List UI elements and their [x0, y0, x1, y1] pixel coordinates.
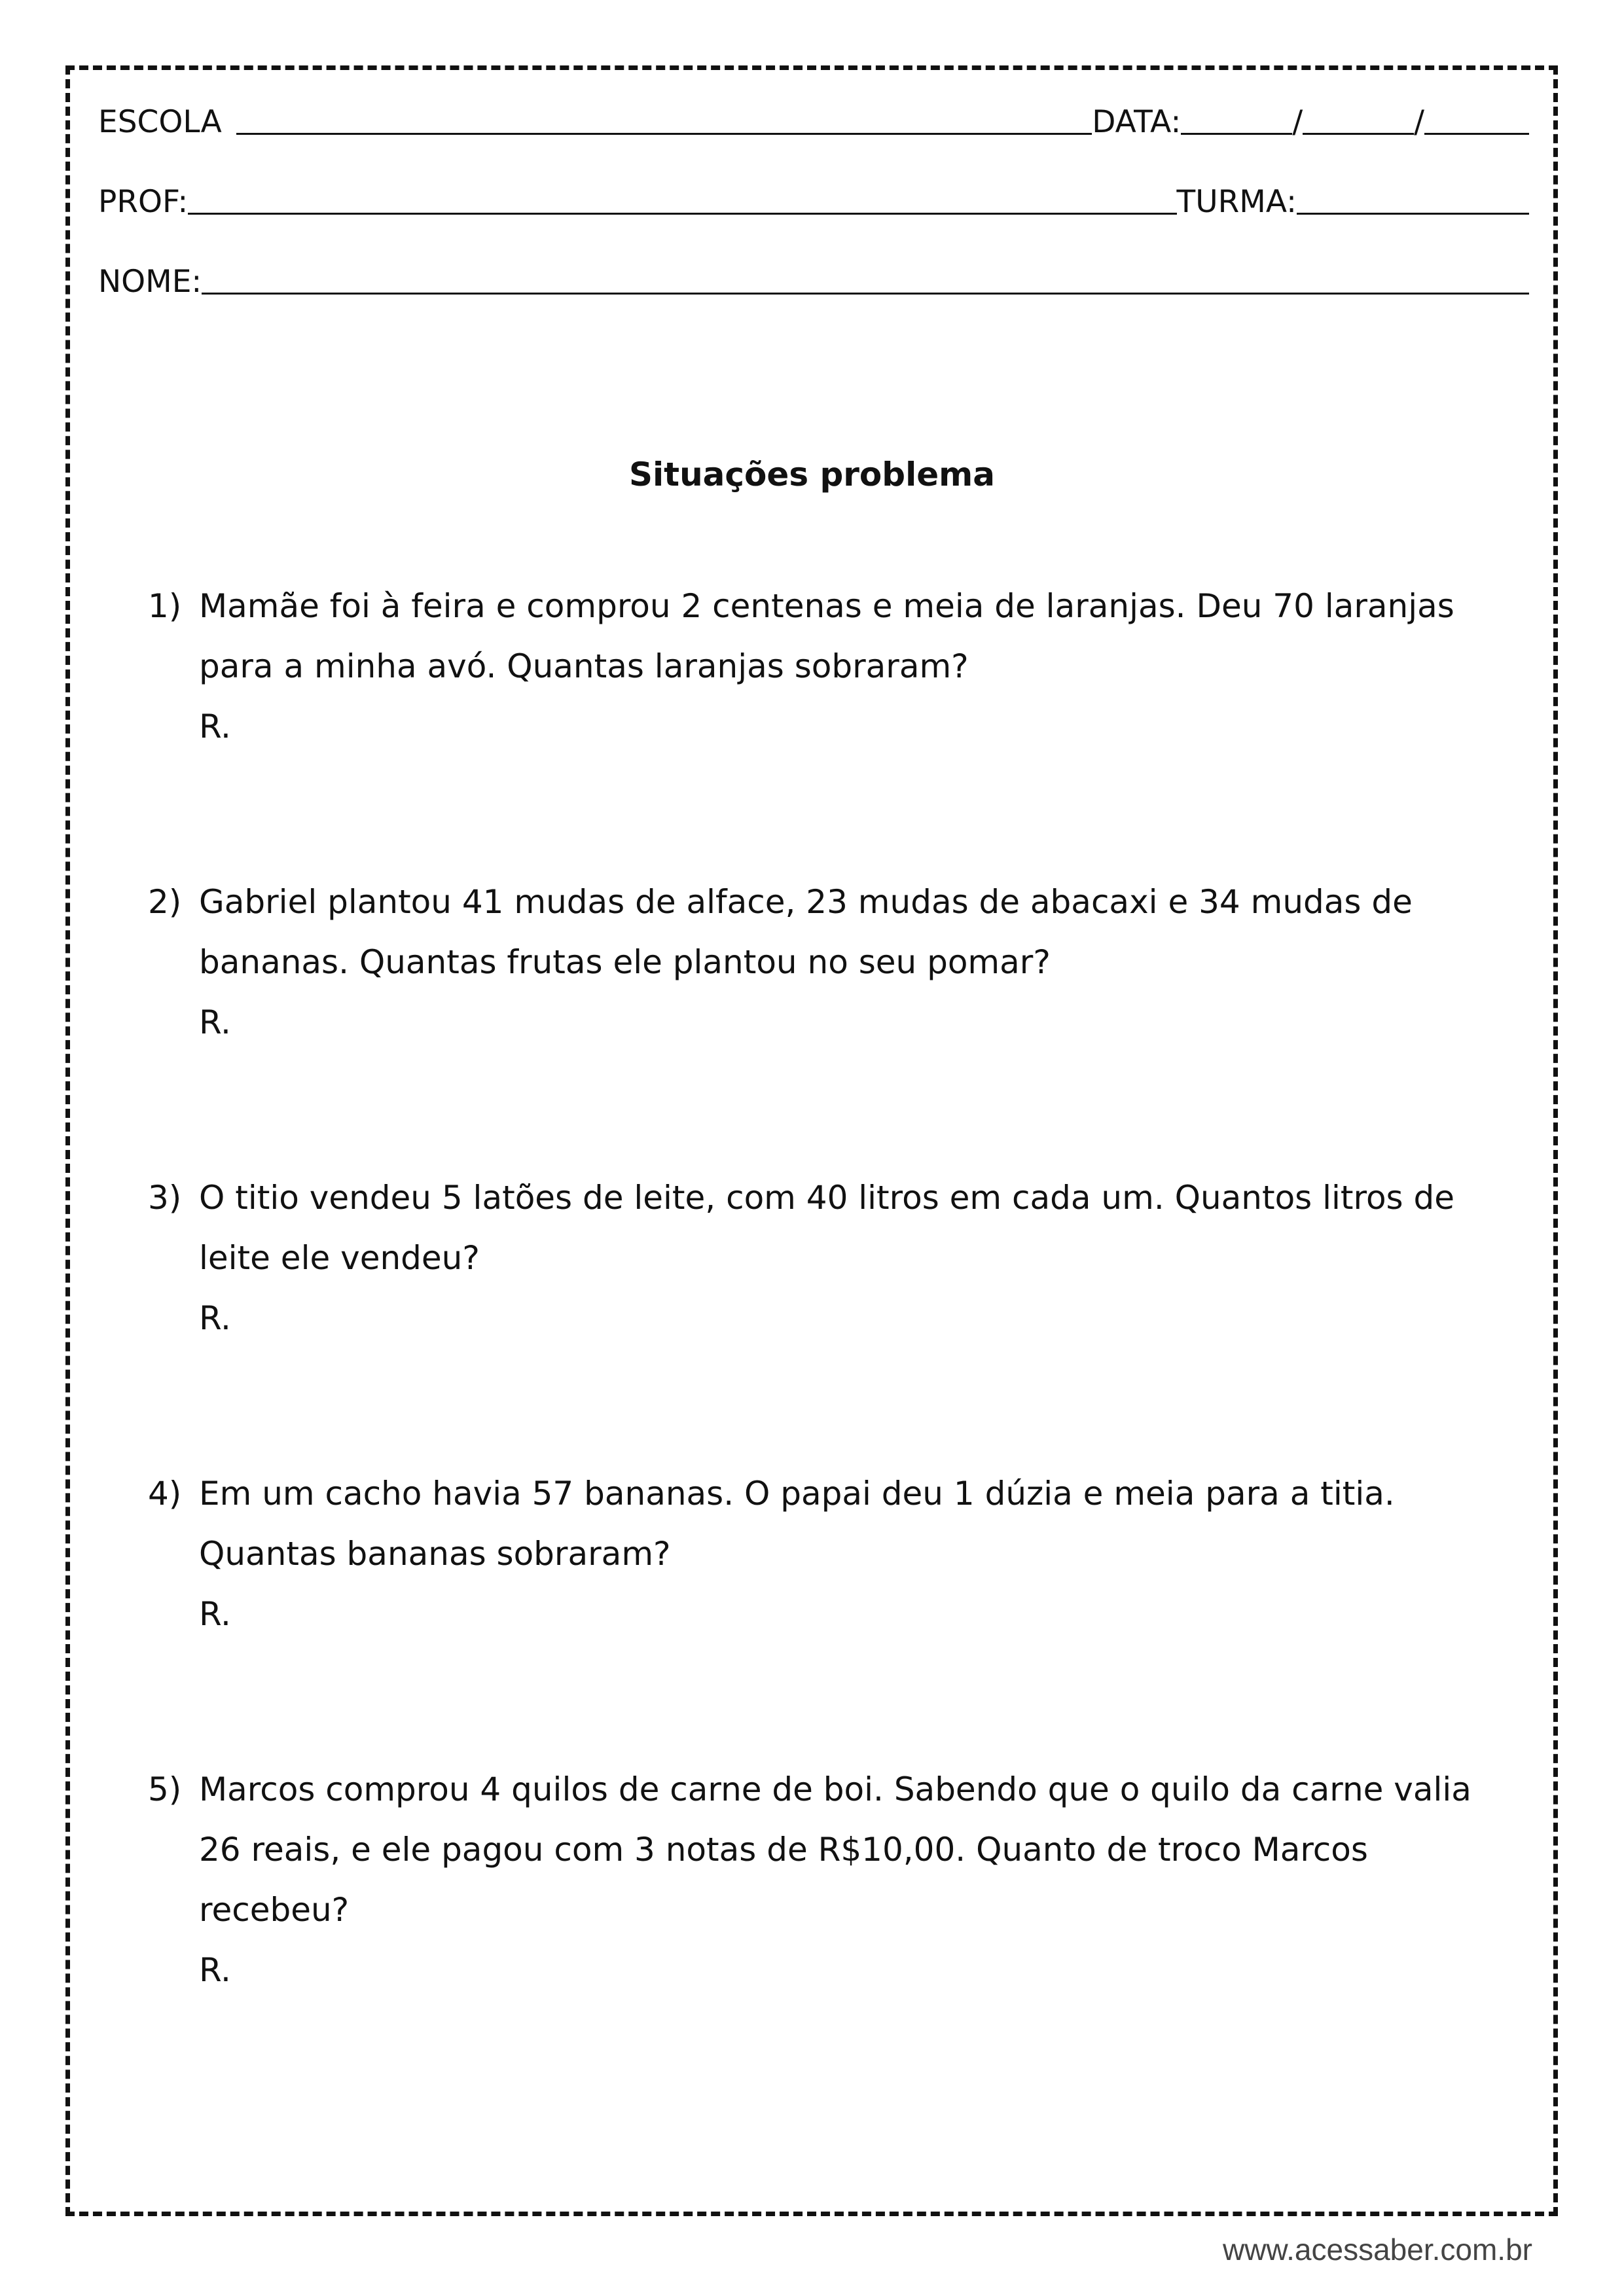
- footer-url: www.acessaber.com.br: [1223, 2233, 1532, 2267]
- question-item: [148, 1168, 1509, 1348]
- question-number: 4): [148, 1475, 182, 1513]
- date-year-field[interactable]: [1424, 133, 1529, 135]
- question-number: 5): [148, 1770, 182, 1808]
- header-row-prof: [98, 171, 1529, 220]
- question-text: O titio vendeu 5 latões de leite, com 40 litros em cada um. Quantos litros de leite ele vendeu?: [199, 1179, 1454, 1277]
- question-text: Marcos comprou 4 quilos de carne de boi. Sabendo que o quilo da carne valia 26 reais, e ele pagou com 3 notas de R$10,00. Quanto de troco Marcos recebeu?: [199, 1770, 1471, 1929]
- question-number: 3): [148, 1179, 182, 1217]
- header-row-nome: [98, 251, 1529, 300]
- answer-label[interactable]: R.: [199, 1951, 231, 1989]
- date-month-field[interactable]: [1303, 133, 1414, 135]
- date-separator: /: [1414, 104, 1424, 140]
- question-number: 2): [148, 883, 182, 921]
- question-item: [148, 872, 1509, 1052]
- prof-label: PROF:: [98, 184, 189, 220]
- answer-label[interactable]: R.: [199, 1003, 231, 1041]
- nome-field[interactable]: [202, 293, 1529, 295]
- question-text: Mamãe foi à feira e comprou 2 centenas e meia de laranjas. Deu 70 laranjas para a minha avó. Quantas laranjas sobraram?: [199, 587, 1454, 685]
- answer-label[interactable]: R.: [199, 1595, 231, 1633]
- question-number: 1): [148, 587, 182, 625]
- question-text: Em um cacho havia 57 bananas. O papai deu 1 dúzia e meia para a titia. Quantas bananas sobraram?: [199, 1475, 1395, 1573]
- question-item: [148, 576, 1509, 757]
- escola-label: ESCOLA: [98, 104, 222, 140]
- turma-label: TURMA:: [1176, 184, 1297, 220]
- page-title: Situações problema: [629, 456, 995, 493]
- header-row-escola: [98, 92, 1529, 140]
- question-item: [148, 1759, 1509, 2000]
- date-day-field[interactable]: [1181, 133, 1292, 135]
- turma-field[interactable]: [1297, 213, 1529, 215]
- nome-label: NOME:: [98, 264, 202, 300]
- answer-label[interactable]: R.: [199, 708, 231, 745]
- prof-field[interactable]: [188, 213, 1176, 215]
- data-label: DATA:: [1092, 104, 1182, 140]
- answer-label[interactable]: R.: [199, 1299, 231, 1337]
- question-list: [148, 576, 1509, 2000]
- question-text: Gabriel plantou 41 mudas de alface, 23 mudas de abacaxi e 34 mudas de bananas. Quantas frutas ele plantou no seu pomar?: [199, 883, 1413, 981]
- escola-field[interactable]: [236, 133, 1092, 135]
- date-separator: /: [1292, 104, 1303, 140]
- question-item: [148, 1463, 1509, 1644]
